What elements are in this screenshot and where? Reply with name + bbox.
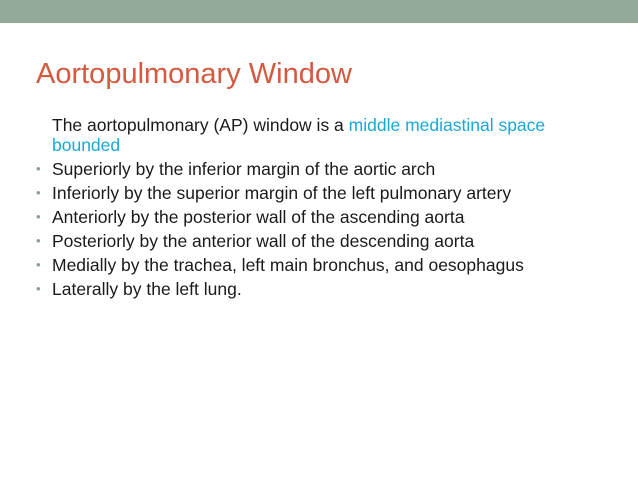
bullet-list [36,159,606,299]
bullet-text: Inferiorly by the superior margin of the left pulmonary artery [52,183,512,203]
bullet-item [36,231,606,251]
intro-highlight: middle mediastinal space bounded [52,115,546,155]
bullet-icon: • [36,281,41,296]
slide-title: Aortopulmonary Window [36,58,352,90]
bullet-icon: • [36,233,41,248]
intro-paragraph [36,115,606,155]
bullet-text: Laterally by the left lung. [52,279,242,299]
bullet-item [36,183,606,203]
bullet-icon: • [36,209,41,224]
bullet-text: Medially by the trachea, left main bronchus, and oesophagus [52,255,524,275]
bullet-text: Anteriorly by the posterior wall of the ascending aorta [52,207,465,227]
bullet-icon: • [36,185,41,200]
bullet-item [36,255,606,275]
bullet-item [36,279,606,299]
bullet-icon: • [36,257,41,272]
bullet-text: Posteriorly by the anterior wall of the descending aorta [52,231,475,251]
bullet-icon: • [36,161,41,176]
bullet-item [36,159,606,179]
intro-text: The aortopulmonary (AP) window is a [52,115,349,135]
slide-body [36,115,606,303]
top-accent-bar [0,0,638,23]
bullet-text: Superiorly by the inferior margin of the aortic arch [52,159,436,179]
bullet-item [36,207,606,227]
